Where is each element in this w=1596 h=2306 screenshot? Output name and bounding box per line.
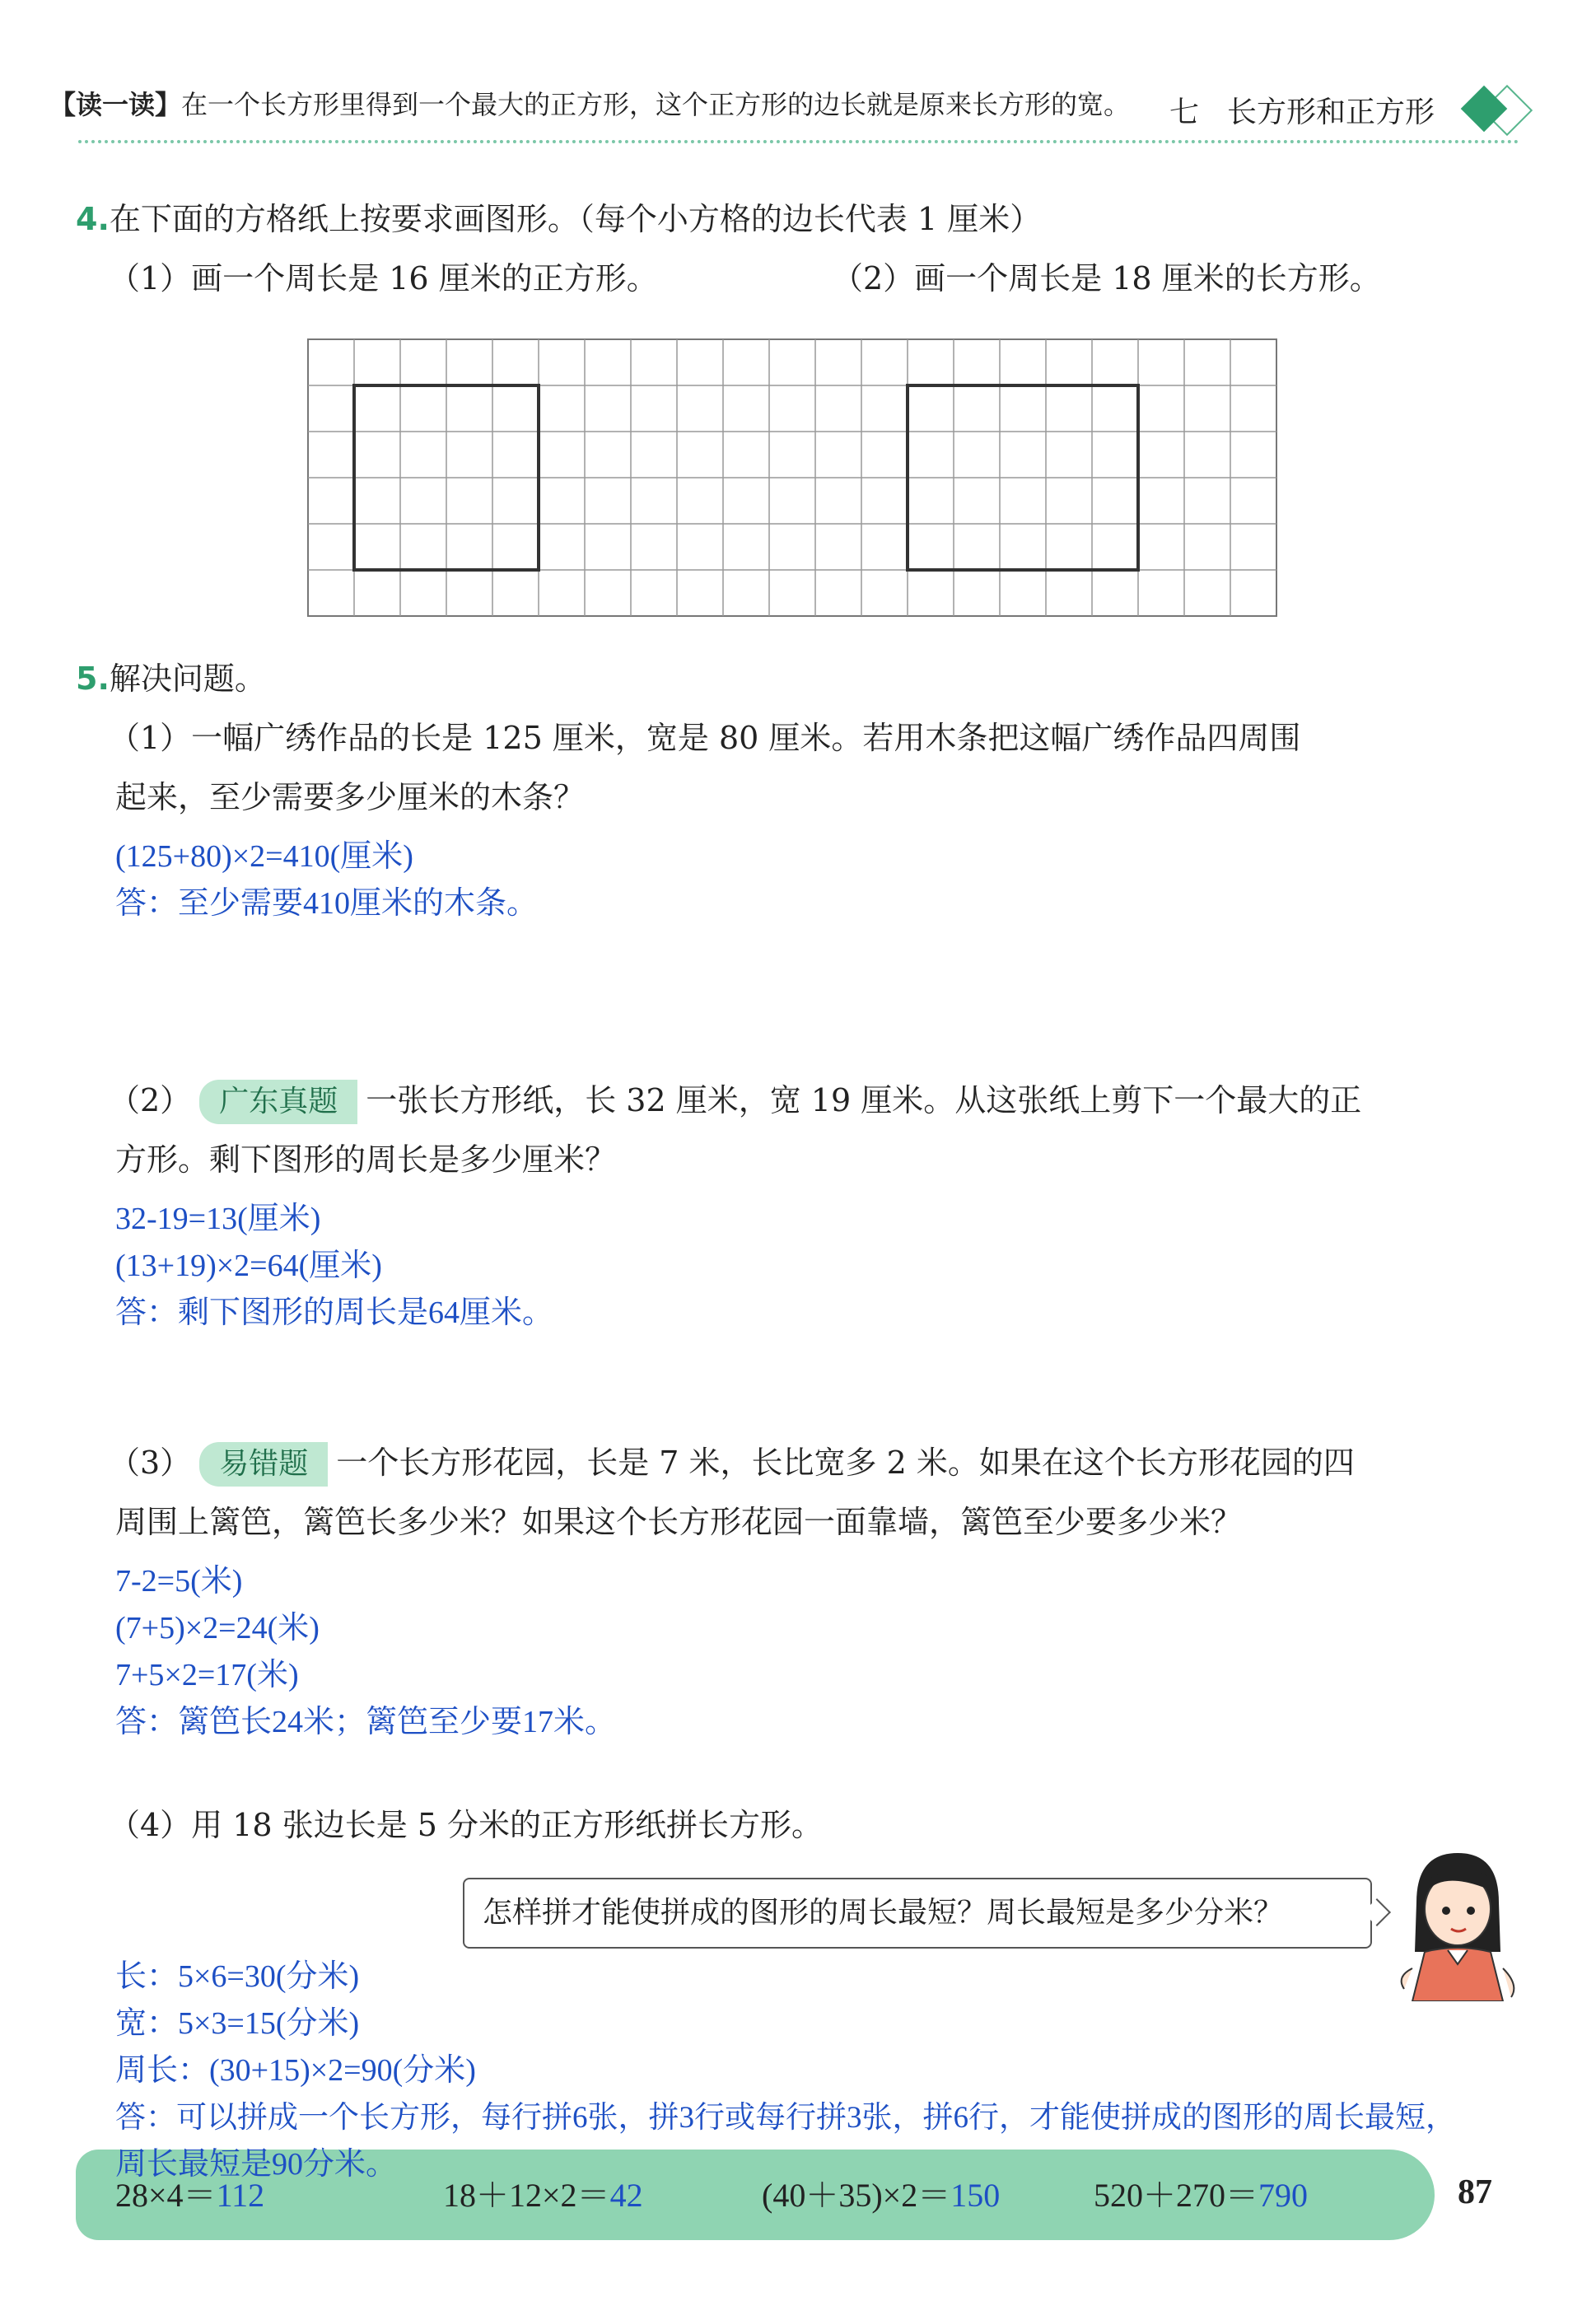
reading-tip-text: 在一个长方形里得到一个最大的正方形，这个正方形的边长就是原来长方形的宽。 (181, 89, 1131, 120)
footer-expr: 520＋270＝ (1094, 2177, 1258, 2214)
p4-answer-3: 周长：(30+15)×2=90(分米) (115, 2053, 476, 2088)
p2-tag: 广东真题 (199, 1080, 357, 1124)
p4-answer-5: 周长最短是90分米。 (115, 2147, 398, 2182)
grid-svg (306, 338, 1295, 623)
p3-answer-1: 7-2=5(米) (115, 1564, 243, 1599)
p2-prefix: （2） (109, 1082, 192, 1118)
footer-item-4 (1094, 2169, 1308, 2216)
p4-answer-1: 长：5×6=30(分米) (115, 1959, 360, 1994)
footer-value: 790 (1258, 2177, 1308, 2214)
footer-value: 42 (609, 2177, 643, 2214)
p1-line1: （1）一幅广绣作品的长是 125 厘米，宽是 80 厘米。若用木条把这幅广绣作品四周围 (109, 720, 1301, 756)
q4-prompt-text: 在下面的方格纸上按要求画图形。（每个小方格的边长代表 1 厘米） (109, 201, 1042, 237)
p2-answer-2: (13+19)×2=64(厘米) (115, 1249, 382, 1283)
footer-item-3 (762, 2169, 1000, 2216)
p3-line1-text: 一个长方形花园，长是 7 米，长比宽多 2 米。如果在这个长方形花园的四 (336, 1445, 1355, 1481)
p3-answer-3: 7+5×2=17(米) (115, 1658, 299, 1692)
p1-answer-2: 答：至少需要410厘米的木条。 (115, 886, 539, 921)
q5-number: 5. (76, 661, 110, 697)
girl-avatar (1392, 1845, 1524, 2001)
p3-tag: 易错题 (199, 1442, 328, 1487)
p2-line1-text: 一张长方形纸，长 32 厘米，宽 19 厘米。从这张纸上剪下一个最大的正 (366, 1082, 1362, 1118)
footer-value: 112 (216, 2177, 265, 2214)
footer-value: 150 (950, 2177, 1001, 2214)
chapter-title: 长方形和正方形 (1227, 96, 1435, 129)
p3-line2: 周围上篱笆，篱笆长多少米？如果这个长方形花园一面靠墙，篱笆至少要多少米？ (115, 1504, 1243, 1540)
p2-answer-3: 答：剩下图形的周长是64厘米。 (115, 1295, 554, 1330)
grid-paper (306, 338, 1295, 626)
reading-tip (49, 84, 1130, 122)
p1-line2: 起来，至少需要多少厘米的木条？ (115, 779, 586, 815)
footer-expr: 28×4＝ (115, 2177, 217, 2214)
footer-expr: 18＋12×2＝ (443, 2177, 610, 2214)
q4-sub1: （1）画一个周长是 16 厘米的正方形。 (109, 260, 658, 296)
speech-bubble: 怎样拼才能使拼成的图形的周长最短？周长最短是多少分米？ (463, 1878, 1372, 1949)
footer-item-2 (443, 2169, 643, 2216)
header-divider (78, 140, 1519, 143)
chapter-number: 七 (1169, 96, 1200, 129)
footer-expr: (40＋35)×2＝ (762, 2177, 951, 2214)
q4-prompt (76, 189, 1041, 249)
footer-item-1 (115, 2169, 264, 2216)
p3-answer-2: (7+5)×2=24(米) (115, 1611, 320, 1645)
p3-prefix: （3） (109, 1445, 192, 1481)
p3-line1 (109, 1433, 1355, 1492)
p2-line1 (109, 1071, 1361, 1130)
page-number: 87 (1458, 2173, 1492, 2211)
p4-answer-4: 答：可以拼成一个长方形，每行拼6张，拼3行或每行拼3张，拼6行，才能使拼成的图形的周长最短， (115, 2101, 1456, 2135)
p2-answer-1: 32-19=13(厘米) (115, 1202, 321, 1236)
q5-title: 解决问题。 (109, 661, 266, 697)
p4-answer-2: 宽：5×3=15(分米) (115, 2006, 360, 2041)
p1-answer-1: (125+80)×2=410(厘米) (115, 839, 413, 874)
chapter-heading (1169, 89, 1435, 131)
p2-line2: 方形。剩下图形的周长是多少厘米？ (115, 1141, 617, 1178)
q4-sub2: （2）画一个周长是 18 厘米的长方形。 (832, 260, 1381, 296)
q5-heading (76, 649, 266, 708)
q4-number: 4. (76, 201, 110, 237)
p3-answer-4: 答：篱笆长24米；篱笆至少要17米。 (115, 1705, 617, 1739)
reading-tip-label: 【读一读】 (49, 89, 182, 120)
p4-line1: （4）用 18 张边长是 5 分米的正方形纸拼长方形。 (109, 1807, 824, 1843)
